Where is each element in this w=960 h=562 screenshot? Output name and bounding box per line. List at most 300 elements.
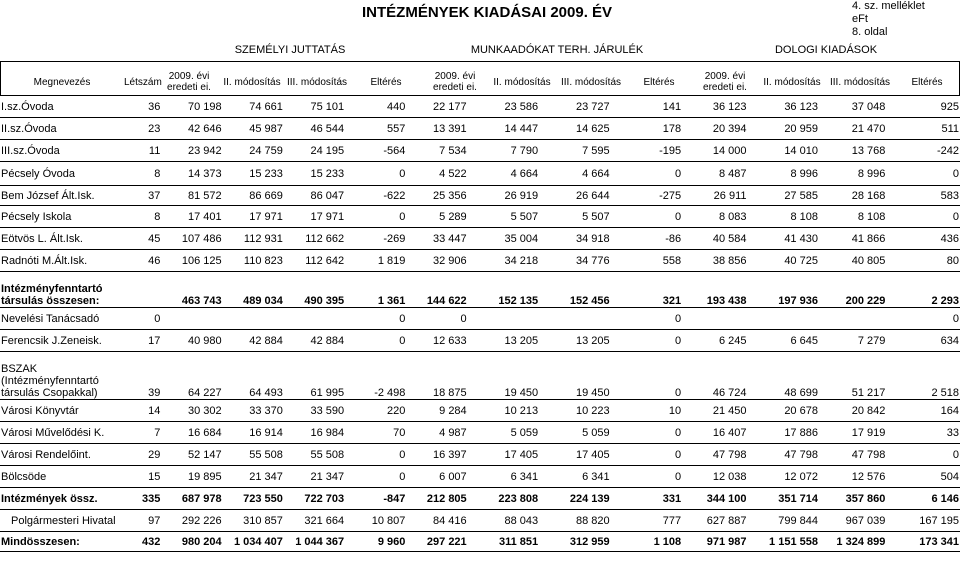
table-cell: 45 987 [249,122,283,135]
table-cell: 42 884 [249,334,283,347]
table-row [0,466,960,488]
table-cell: 6 007 [439,470,467,483]
table-cell: 19 450 [504,387,539,399]
table-cell: 64 493 [249,387,283,399]
page-number: 8. oldal [852,26,888,38]
row-label: Eötvös L. Ált.Isk. [1,232,83,245]
group-dologi-kiadasok: DOLOGI KIADÁSOK [774,44,878,56]
table-cell: 37 [148,189,161,202]
table-cell: 7 595 [582,144,610,157]
table-cell: 17 401 [187,210,222,223]
table-cell: 5 289 [439,210,467,223]
table-cell: 112 931 [243,232,283,245]
table-cell: 223 808 [498,492,539,505]
table-cell: 19 895 [187,470,222,483]
table-row [0,330,960,352]
table-cell: 20 394 [712,122,747,135]
table-cell: 112 662 [305,232,345,245]
table-cell: 38 856 [712,254,747,267]
column-header-elteres: Eltérés [643,77,675,88]
table-cell: 777 [662,514,682,527]
table-cell: 152 135 [498,295,539,307]
table-cell: 13 391 [433,122,467,135]
table-cell: 0 [675,167,682,180]
table-cell: 51 217 [851,387,886,399]
table-cell: 0 [399,210,406,223]
row-label: Városi Könyvtár [1,404,79,417]
table-cell: 8 108 [790,210,818,223]
table-cell: 200 229 [845,295,886,307]
table-cell: 47 798 [784,448,818,461]
page-title: INTÉZMÉNYEK KIADÁSAI 2009. ÉV [362,4,613,21]
table-cell: 197 936 [778,295,818,307]
table-cell: 29 [148,448,161,461]
table-row [0,422,960,444]
table-cell: 0 [399,470,406,483]
table-cell: 6 146 [931,492,959,505]
table-cell: 42 884 [310,334,345,347]
table-cell: 5 059 [582,426,610,439]
table-cell: 15 233 [249,167,283,180]
table-cell: 20 678 [784,404,818,417]
table-cell: 0 [952,448,959,461]
table-row [0,532,960,552]
row-label: Nevelési Tanácsadó [1,312,100,325]
table-cell: 13 768 [851,144,886,157]
table-row [0,96,960,118]
table-cell: 33 370 [249,404,283,417]
table-cell: 1 324 899 [836,535,886,548]
table-cell: 178 [662,122,682,135]
table-row [0,206,960,228]
table-cell: 36 [148,100,161,113]
table-cell: 297 221 [426,535,467,548]
table-cell: 0 [675,210,682,223]
table-cell: 0 [952,312,959,325]
column-header-mod2: II. módosítás [763,77,821,88]
table-cell: 0 [399,312,406,325]
table-cell: 627 887 [706,514,747,527]
table-row [0,250,960,272]
table-cell: 80 [946,254,959,267]
table-cell: -622 [383,189,406,202]
table-cell: 173 341 [919,535,959,548]
table-cell: 557 [387,122,406,135]
table-cell: 2 293 [931,295,959,307]
table-cell: 0 [675,312,682,325]
table-cell: 26 644 [575,189,610,202]
table-cell: 0 [675,470,682,483]
column-header-letszam: Létszám [124,77,162,88]
table-cell: 335 [141,492,161,505]
table-cell: 8 996 [790,167,818,180]
table-cell: 26 911 [713,189,747,202]
table-cell: 13 205 [504,334,539,347]
column-header-eredeti: 2009. évi eredeti ei. [433,71,477,93]
table-cell: 12 038 [712,470,747,483]
table-cell: 33 [946,426,959,439]
table-cell [819,308,886,330]
column-header-elteres: Eltérés [911,77,943,88]
table-cell: 463 743 [181,295,222,307]
table-cell: 0 [675,426,682,439]
table-cell: 52 147 [187,448,222,461]
table-cell: 0 [952,167,959,180]
table-cell: -86 [665,232,682,245]
table-cell: 64 227 [187,387,222,399]
table-row [0,510,960,532]
table-cell [539,308,610,330]
table-cell: 7 279 [857,334,886,347]
table-cell: 22 177 [433,100,467,113]
table-cell: 15 [148,470,161,483]
table-cell: 1 044 367 [295,535,345,548]
table-cell: 1 151 558 [769,535,818,548]
table-cell: 436 [940,232,959,245]
table-cell: 17 405 [504,448,539,461]
table-cell: 0 [399,167,406,180]
table-cell: 10 213 [504,404,539,417]
table-cell: 20 842 [851,404,886,417]
table-cell: 16 984 [310,426,345,439]
table-cell: 40 584 [712,232,747,245]
table-cell: 6 245 [718,334,747,347]
row-label: III.sz.Óvoda [1,144,60,157]
row-label: Pécsely Iskola [1,210,72,223]
table-cell: 799 844 [778,514,818,527]
row-label: Ferencsik J.Zeneisk. [1,334,102,347]
table-cell: 86 047 [310,189,345,202]
table-cell [468,308,539,330]
table-cell: 971 987 [706,535,747,548]
table-cell: 5 059 [510,426,539,439]
column-header-mod3: III. módosítás [560,77,622,88]
row-label: Radnóti M.Ált.Isk. [1,254,88,267]
table-cell [284,308,345,330]
row-label: Városi Rendelőint. [1,448,91,461]
table-cell [161,308,222,330]
table-cell: 27 585 [784,189,818,202]
table-cell: 511 [941,122,959,135]
table-cell: 41 866 [851,232,886,245]
table-cell: 14 625 [575,122,610,135]
table-cell: 34 918 [575,232,610,245]
table-cell: 152 456 [569,295,610,307]
table-cell: 14 010 [784,144,818,157]
table-cell: 193 438 [706,295,747,307]
table-cell: 490 395 [304,295,345,307]
table-cell: 357 860 [845,492,886,505]
table-cell: 0 [675,334,682,347]
table-row [0,272,960,308]
table-cell: 14 [148,404,161,417]
table-cell: 8 083 [718,210,747,223]
table-cell: 8 [154,167,161,180]
table-row [0,140,960,162]
expense-table [0,95,960,552]
table-cell: 74 661 [249,100,283,113]
table-row [0,186,960,206]
table-cell: 141 [662,100,682,113]
table-cell: 0 [675,387,682,399]
table-cell: 34 776 [575,254,610,267]
table-cell: -242 [936,144,959,157]
table-cell: 88 043 [504,514,539,527]
table-cell: 212 805 [426,492,467,505]
currency-unit: eFt [852,13,868,25]
table-cell: 0 [399,334,406,347]
table-cell: 17 886 [784,426,818,439]
table-cell: 7 790 [510,144,539,157]
column-header-eredeti: 2009. évi eredeti ei. [703,71,747,93]
table-row [0,444,960,466]
row-label: BSZAK (Intézményfenntartó társulás Csopakkal) [1,363,99,399]
table-cell: 9 284 [439,404,467,417]
column-header-name: Megnevezés [33,77,91,88]
table-cell: 13 205 [575,334,610,347]
table-cell: 18 875 [433,387,467,399]
table-cell: 46 724 [712,387,747,399]
table-cell: 7 [154,426,161,439]
row-label: Intézmények össz. [1,492,98,505]
table-cell: 19 450 [575,387,610,399]
table-cell: 24 759 [249,144,283,157]
table-cell: 23 942 [187,144,222,157]
table-cell: 583 [940,189,959,202]
table-cell: 224 139 [569,492,610,505]
table-cell: 344 100 [706,492,747,505]
table-cell: 7 534 [439,144,467,157]
table-cell [747,308,818,330]
table-cell: 144 622 [426,295,467,307]
table-row [0,352,960,400]
table-cell: 8 [154,210,161,223]
table-cell: 86 669 [249,189,283,202]
table-cell: 5 507 [510,210,539,223]
table-cell: 40 805 [851,254,886,267]
table-cell: 32 906 [433,254,467,267]
table-cell: 107 486 [181,232,222,245]
table-cell: 14 447 [504,122,539,135]
group-munkaado-jarulek: MUNKAADÓKAT TERH. JÁRULÉK [470,44,644,56]
table-cell: 722 703 [304,492,345,505]
table-cell: 84 416 [433,514,467,527]
table-cell: 21 347 [310,470,345,483]
table-cell [682,308,747,330]
table-cell: 97 [148,514,161,527]
table-cell: 311 851 [499,535,539,548]
table-cell: 23 727 [575,100,610,113]
table-cell: 10 [668,404,682,417]
table-cell: 687 978 [181,492,222,505]
table-cell: 16 684 [187,426,222,439]
column-header-mod2: II. módosítás [223,77,281,88]
table-cell: 6 341 [582,470,610,483]
table-cell: 81 572 [187,189,222,202]
table-cell: 15 233 [310,167,345,180]
table-cell: 10 223 [575,404,610,417]
table-cell: 0 [154,312,161,325]
table-cell: -2 498 [374,387,406,399]
table-cell: 17 405 [575,448,610,461]
column-header-mod2: II. módosítás [493,77,551,88]
table-cell: 925 [940,100,959,113]
table-cell: 36 123 [712,100,747,113]
table-cell: 634 [940,334,959,347]
table-cell: 61 995 [310,387,345,399]
table-cell: 331 [662,492,682,505]
table-cell: 46 544 [310,122,345,135]
table-cell: 351 714 [778,492,818,505]
header-border-left [0,61,1,95]
table-cell: 6 341 [510,470,539,483]
table-cell: 723 550 [243,492,283,505]
table-cell: 1 034 407 [233,535,283,548]
table-cell: 8 108 [857,210,886,223]
table-cell: 45 [148,232,161,245]
annex-number: 4. sz. melléklet [852,0,925,12]
table-row [0,118,960,140]
table-cell: 46 [148,254,161,267]
table-cell: 14 373 [187,167,222,180]
column-header-mod3: III. módosítás [286,77,348,88]
table-cell: -269 [383,232,406,245]
table-cell: -847 [383,492,406,505]
table-cell: 16 914 [249,426,283,439]
table-cell: 70 [393,426,406,439]
table-cell: 30 302 [187,404,222,417]
table-cell: 16 397 [433,448,467,461]
table-cell: 21 347 [249,470,283,483]
table-cell: 35 004 [504,232,539,245]
table-cell: 12 072 [784,470,818,483]
header-divider [0,61,960,62]
table-cell: 164 [940,404,959,417]
table-cell: 17 971 [249,210,283,223]
table-cell: 39 [148,387,161,399]
table-cell: 0 [952,210,959,223]
table-cell: 1 361 [377,295,406,307]
table-cell: 4 664 [582,167,610,180]
table-cell: 34 218 [504,254,539,267]
table-cell: 17 919 [851,426,886,439]
table-cell: 21 470 [851,122,886,135]
table-cell: 0 [399,448,406,461]
table-cell: 9 960 [377,535,406,548]
table-cell: 432 [141,535,161,548]
table-row [0,308,960,330]
table-cell: 106 125 [181,254,222,267]
table-cell: 321 [662,295,682,307]
table-cell: 1 819 [377,254,406,267]
table-cell: 4 522 [439,167,467,180]
table-row [0,162,960,186]
table-cell: 17 971 [310,210,345,223]
row-label: Intézményfenntartó társulás összesen: [1,283,103,307]
table-cell: 4 664 [510,167,539,180]
table-cell: 440 [387,100,406,113]
table-cell: 489 034 [243,295,283,307]
table-cell: 17 [148,334,161,347]
table-cell: 110 823 [243,254,283,267]
table-cell [127,272,162,308]
table-cell: 980 204 [181,535,222,548]
table-cell: 12 576 [851,470,886,483]
table-cell: 967 039 [845,514,886,527]
table-cell: 1 108 [653,535,682,548]
table-cell [223,308,284,330]
table-cell: 6 645 [790,334,818,347]
table-row [0,488,960,510]
table-cell: 23 [148,122,161,135]
column-header-mod3: III. módosítás [829,77,891,88]
table-cell: 16 407 [712,426,747,439]
table-cell: -564 [383,144,406,157]
row-label: Pécsely Óvoda [1,167,75,180]
table-cell: 26 919 [504,189,539,202]
table-cell: 14 000 [712,144,747,157]
table-cell: 47 798 [851,448,886,461]
table-cell: 8 996 [857,167,886,180]
table-cell: 40 725 [784,254,818,267]
group-szemelyi-juttatas: SZEMÉLYI JUTTATÁS [234,44,346,56]
row-label: Polgármesteri Hivatal [11,514,116,527]
table-cell: 12 633 [433,334,467,347]
row-label: Városi Művelődési K. [1,426,105,439]
table-cell: 10 807 [371,514,406,527]
table-cell: 33 590 [310,404,345,417]
table-cell: 558 [662,254,682,267]
table-cell: 42 646 [187,122,222,135]
row-label: Mindösszesen: [1,535,80,548]
column-header-elteres: Eltérés [370,77,402,88]
table-cell: 75 101 [310,100,345,113]
table-cell: -195 [659,144,682,157]
table-cell: 321 664 [304,514,345,527]
table-cell: 33 447 [433,232,467,245]
row-label: Bem József Ált.Isk. [1,189,95,202]
table-cell: 0 [460,312,467,325]
column-header-eredeti: 2009. évi eredeti ei. [167,71,211,93]
table-cell: 5 507 [582,210,610,223]
table-cell: 47 798 [712,448,747,461]
table-cell: 11 [148,144,161,157]
table-cell: 37 048 [851,100,886,113]
row-label: I.sz.Óvoda [1,100,54,113]
row-label: II.sz.Óvoda [1,122,57,135]
table-cell: 28 168 [851,189,886,202]
table-cell: 312 959 [569,535,610,548]
annex-info [852,0,925,39]
table-cell: 55 508 [249,448,283,461]
table-row [0,228,960,250]
table-cell: 48 699 [784,387,818,399]
table-cell: 220 [387,404,406,417]
table-cell: 20 959 [784,122,818,135]
table-cell: 88 820 [575,514,610,527]
table-cell: 504 [940,470,959,483]
table-cell: 310 857 [243,514,283,527]
table-cell: 21 450 [712,404,747,417]
table-cell: 24 195 [310,144,345,157]
table-cell: 70 198 [187,100,222,113]
table-cell: 112 642 [305,254,345,267]
table-cell: 292 226 [181,514,222,527]
table-cell: 41 430 [784,232,818,245]
table-cell: 55 508 [310,448,345,461]
table-cell: 167 195 [919,514,959,527]
table-cell: 25 356 [433,189,467,202]
